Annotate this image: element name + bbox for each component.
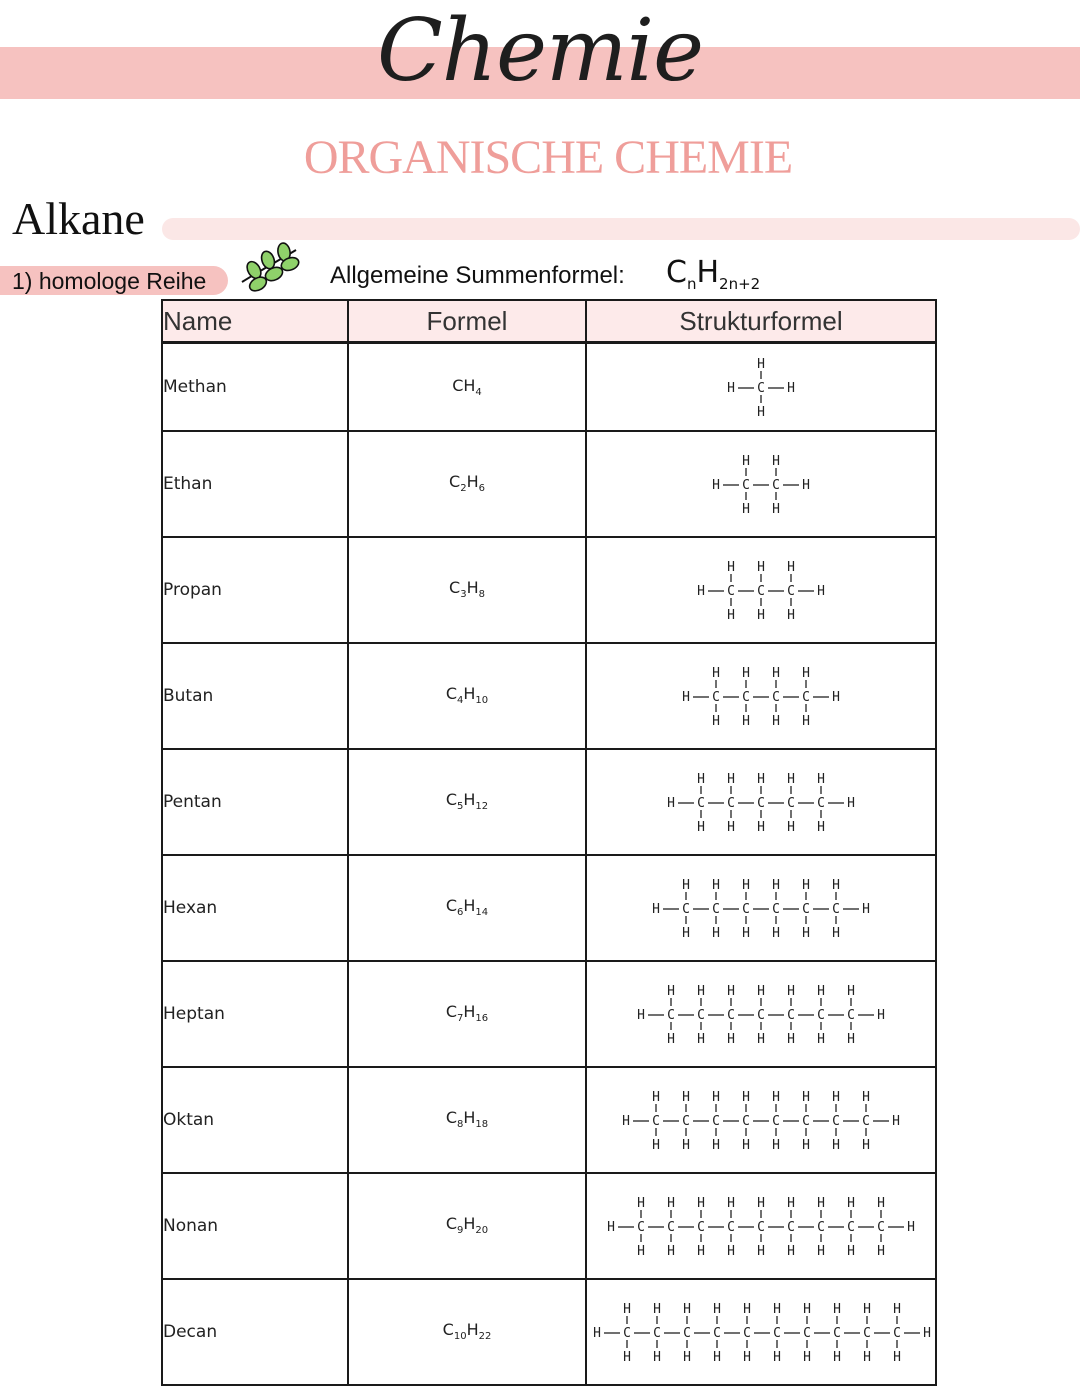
table-row: [162, 643, 936, 749]
structure-formula: [721, 354, 801, 420]
hydrogen-atom: H: [787, 559, 795, 575]
carbon-atom: C: [817, 1219, 825, 1235]
hydrogen-atom: H: [773, 1349, 781, 1365]
carbon-atom: C: [787, 583, 795, 599]
carbon-atom: C: [802, 901, 810, 917]
subsection-label: 1) homologe Reihe: [12, 268, 207, 294]
hydrogen-atom: H: [832, 925, 840, 941]
hydrogen-atom: H: [637, 1195, 645, 1211]
carbon-atom: C: [697, 1007, 705, 1023]
hydrogen-atom: H: [712, 1137, 720, 1153]
carbon-atom: C: [757, 795, 765, 811]
structure-cell: [586, 537, 936, 643]
hydrogen-atom: H: [877, 1007, 885, 1023]
formula-part: 9: [457, 1225, 464, 1237]
hydrogen-atom: H: [817, 583, 825, 599]
formula-part: C: [442, 1320, 454, 1340]
carbon-atom: C: [727, 1219, 735, 1235]
hydrogen-atom: H: [757, 771, 765, 787]
carbon-atom: C: [847, 1219, 855, 1235]
hydrogen-atom: H: [623, 1301, 631, 1317]
hydrogen-atom: H: [727, 1031, 735, 1047]
carbon-atom: C: [712, 901, 720, 917]
summenformel-label: Allgemeine Summenformel:: [330, 262, 625, 289]
hydrogen-atom: H: [607, 1219, 615, 1235]
formula-part: H: [463, 1108, 476, 1128]
carbon-atom: C: [682, 1113, 690, 1129]
hydrogen-atom: H: [667, 983, 675, 999]
formula-part: C: [445, 684, 458, 704]
hydrogen-atom: H: [802, 665, 810, 681]
hydrogen-atom: H: [697, 983, 705, 999]
molecular-formula: [348, 643, 586, 749]
hydrogen-atom: H: [727, 1243, 735, 1259]
hydrogen-atom: H: [833, 1349, 841, 1365]
formula-part: 18: [475, 1119, 489, 1131]
hydrogen-atom: H: [772, 1137, 780, 1153]
formula-part: 6: [457, 907, 464, 919]
hydrogen-atom: H: [787, 1031, 795, 1047]
molecular-formula: [348, 537, 586, 643]
hydrogen-atom: H: [757, 607, 765, 623]
formula-part: H: [466, 472, 479, 492]
hydrogen-atom: H: [727, 771, 735, 787]
formula-part: C: [445, 1002, 458, 1022]
hydrogen-atom: H: [833, 1301, 841, 1317]
header-strukturformel: Strukturformel: [586, 300, 936, 343]
header-formel: Formel: [348, 300, 586, 343]
hydrogen-atom: H: [862, 1089, 870, 1105]
hydrogen-atom: H: [742, 453, 750, 469]
hydrogen-atom: H: [652, 1137, 660, 1153]
hydrogen-atom: H: [712, 477, 720, 493]
hydrogen-atom: H: [757, 404, 765, 420]
formula-part: 3: [460, 589, 467, 601]
table-row: [162, 855, 936, 961]
hydrogen-atom: H: [697, 1031, 705, 1047]
formula-part: C: [449, 578, 461, 598]
table-row: [162, 1067, 936, 1173]
hydrogen-atom: H: [742, 713, 750, 729]
structure-cell: [586, 1067, 936, 1173]
hydrogen-atom: H: [757, 1243, 765, 1259]
hydrogen-atom: H: [697, 1195, 705, 1211]
hydrogen-atom: H: [787, 380, 795, 396]
hydrogen-atom: H: [832, 877, 840, 893]
carbon-atom: C: [832, 901, 840, 917]
formula-part: C: [452, 375, 464, 395]
hydrogen-atom: H: [652, 1089, 660, 1105]
alkane-name: Oktan: [162, 1067, 348, 1173]
alkane-name: Propan: [162, 537, 348, 643]
carbon-atom: C: [742, 689, 750, 705]
hydrogen-atom: H: [772, 453, 780, 469]
carbon-atom: C: [757, 1007, 765, 1023]
carbon-atom: C: [772, 689, 780, 705]
structure-cell: [586, 855, 936, 961]
hydrogen-atom: H: [862, 1137, 870, 1153]
hydrogen-atom: H: [787, 607, 795, 623]
hydrogen-atom: H: [727, 607, 735, 623]
carbon-atom: C: [713, 1325, 721, 1341]
hydrogen-atom: H: [847, 1031, 855, 1047]
carbon-atom: C: [667, 1219, 675, 1235]
formula-part: 20: [475, 1225, 489, 1237]
hydrogen-atom: H: [877, 1195, 885, 1211]
hydrogen-atom: H: [653, 1349, 661, 1365]
hydrogen-atom: H: [787, 1243, 795, 1259]
hydrogen-atom: H: [743, 1301, 751, 1317]
hydrogen-atom: H: [802, 877, 810, 893]
formula-part: 6: [478, 483, 485, 495]
page-title: Chemie: [376, 1, 704, 101]
hydrogen-atom: H: [653, 1301, 661, 1317]
hydrogen-atom: H: [863, 1301, 871, 1317]
hydrogen-atom: H: [802, 477, 810, 493]
hydrogen-atom: H: [757, 559, 765, 575]
formula-part: C: [445, 1214, 458, 1234]
carbon-atom: C: [743, 1325, 751, 1341]
formula-part: C: [445, 790, 458, 810]
hydrogen-atom: H: [667, 795, 675, 811]
carbon-atom: C: [742, 477, 750, 493]
carbon-atom: C: [697, 1219, 705, 1235]
molecular-formula: [348, 431, 586, 537]
carbon-atom: C: [862, 1113, 870, 1129]
formula-part: 22: [478, 1331, 492, 1343]
structure-cell: [586, 431, 936, 537]
hydrogen-atom: H: [682, 689, 690, 705]
carbon-atom: C: [817, 1007, 825, 1023]
carbon-atom: C: [773, 1325, 781, 1341]
carbon-atom: C: [727, 795, 735, 811]
hydrogen-atom: H: [637, 1007, 645, 1023]
alkane-name: Hexan: [162, 855, 348, 961]
molecular-formula: [348, 961, 586, 1067]
formula-part: H: [466, 578, 479, 598]
formula-part: H: [466, 1320, 479, 1340]
hydrogen-atom: H: [847, 1195, 855, 1211]
carbon-atom: C: [697, 795, 705, 811]
molecular-formula: [348, 1173, 586, 1279]
alkane-name: Nonan: [162, 1173, 348, 1279]
hydrogen-atom: H: [817, 1195, 825, 1211]
hydrogen-atom: H: [817, 1243, 825, 1259]
formula-part: H: [463, 896, 476, 916]
carbon-atom: C: [802, 689, 810, 705]
table-row: [162, 343, 936, 431]
carbon-atom: C: [757, 583, 765, 599]
hydrogen-atom: H: [757, 819, 765, 835]
carbon-atom: C: [772, 1113, 780, 1129]
hydrogen-atom: H: [712, 877, 720, 893]
carbon-atom: C: [727, 583, 735, 599]
carbon-atom: C: [712, 1113, 720, 1129]
hydrogen-atom: H: [802, 1137, 810, 1153]
carbon-atom: C: [803, 1325, 811, 1341]
hydrogen-atom: H: [713, 1301, 721, 1317]
carbon-atom: C: [833, 1325, 841, 1341]
hydrogen-atom: H: [757, 983, 765, 999]
carbon-atom: C: [787, 795, 795, 811]
hydrogen-atom: H: [667, 1031, 675, 1047]
carbon-atom: C: [893, 1325, 901, 1341]
hydrogen-atom: H: [847, 983, 855, 999]
carbon-atom: C: [772, 477, 780, 493]
structure-formula: [676, 663, 846, 729]
carbon-atom: C: [832, 1113, 840, 1129]
carbon-atom: C: [757, 380, 765, 396]
carbon-atom: C: [742, 901, 750, 917]
molecular-formula: [348, 1067, 586, 1173]
formula-part: H: [463, 1002, 476, 1022]
structure-cell: [586, 1279, 936, 1385]
hydrogen-atom: H: [742, 665, 750, 681]
formula-part: 12: [475, 801, 489, 813]
formula-part: 8: [457, 1119, 464, 1131]
alkane-table: [161, 299, 937, 1386]
hydrogen-atom: H: [832, 1137, 840, 1153]
hydrogen-atom: H: [742, 877, 750, 893]
hydrogen-atom: H: [923, 1325, 931, 1341]
table-row: [162, 961, 936, 1067]
table-row: [162, 749, 936, 855]
hydrogen-atom: H: [802, 713, 810, 729]
structure-cell: [586, 1173, 936, 1279]
hydrogen-atom: H: [712, 1089, 720, 1105]
hydrogen-atom: H: [772, 877, 780, 893]
hydrogen-atom: H: [787, 1195, 795, 1211]
hydrogen-atom: H: [727, 1195, 735, 1211]
hydrogen-atom: H: [637, 1243, 645, 1259]
carbon-atom: C: [817, 795, 825, 811]
hydrogen-atom: H: [697, 819, 705, 835]
header-name: Name: [162, 300, 348, 343]
carbon-atom: C: [847, 1007, 855, 1023]
structure-cell: [586, 961, 936, 1067]
hydrogen-atom: H: [893, 1349, 901, 1365]
hydrogen-atom: H: [757, 356, 765, 372]
hydrogen-atom: H: [832, 689, 840, 705]
hydrogen-atom: H: [802, 925, 810, 941]
leaf-sprig-icon: [238, 242, 300, 292]
formula-part: 2: [460, 483, 467, 495]
carbon-atom: C: [712, 689, 720, 705]
hydrogen-atom: H: [713, 1349, 721, 1365]
hydrogen-atom: H: [863, 1349, 871, 1365]
formula-part: 14: [475, 907, 489, 919]
alkane-name: Butan: [162, 643, 348, 749]
table-row: [162, 537, 936, 643]
molecular-formula: [348, 855, 586, 961]
structure-formula: [587, 1299, 937, 1365]
hydrogen-atom: H: [907, 1219, 915, 1235]
formula-part: C: [445, 1108, 458, 1128]
hydrogen-atom: H: [727, 380, 735, 396]
carbon-atom: C: [683, 1325, 691, 1341]
hydrogen-atom: H: [697, 1243, 705, 1259]
hydrogen-atom: H: [682, 925, 690, 941]
hydrogen-atom: H: [727, 983, 735, 999]
hydrogen-atom: H: [803, 1349, 811, 1365]
hydrogen-atom: H: [742, 925, 750, 941]
section-band: [162, 218, 1080, 240]
hydrogen-atom: H: [712, 665, 720, 681]
hydrogen-atom: H: [787, 771, 795, 787]
page-subtitle: ORGANISCHE CHEMIE: [303, 131, 793, 184]
hydrogen-atom: H: [772, 501, 780, 517]
hydrogen-atom: H: [817, 1031, 825, 1047]
formula-part: H: [463, 375, 476, 395]
hydrogen-atom: H: [683, 1349, 691, 1365]
hydrogen-atom: H: [682, 877, 690, 893]
hydrogen-atom: H: [787, 819, 795, 835]
hydrogen-atom: H: [772, 1089, 780, 1105]
formula-part: 8: [478, 589, 485, 601]
table-row: [162, 1279, 936, 1385]
hydrogen-atom: H: [667, 1195, 675, 1211]
carbon-atom: C: [652, 1113, 660, 1129]
hydrogen-atom: H: [743, 1349, 751, 1365]
hydrogen-atom: H: [697, 583, 705, 599]
hydrogen-atom: H: [847, 1243, 855, 1259]
formula-part: 16: [475, 1013, 489, 1025]
formula-part: 4: [475, 386, 482, 398]
section-title: Alkane: [12, 193, 145, 244]
structure-formula: [646, 875, 876, 941]
hydrogen-atom: H: [772, 925, 780, 941]
hydrogen-atom: H: [652, 901, 660, 917]
structure-formula: [661, 769, 861, 835]
summenformel-value: $C_nH_{2n+2}$: [666, 255, 761, 293]
hydrogen-atom: H: [667, 1243, 675, 1259]
carbon-atom: C: [877, 1219, 885, 1235]
formula-part: H: [463, 790, 476, 810]
structure-formula: [616, 1087, 906, 1153]
hydrogen-atom: H: [817, 771, 825, 787]
alkane-name: Heptan: [162, 961, 348, 1067]
structure-cell: [586, 643, 936, 749]
table-row: [162, 1173, 936, 1279]
carbon-atom: C: [623, 1325, 631, 1341]
hydrogen-atom: H: [817, 983, 825, 999]
hydrogen-atom: H: [772, 665, 780, 681]
hydrogen-atom: H: [712, 925, 720, 941]
carbon-atom: C: [802, 1113, 810, 1129]
hydrogen-atom: H: [727, 559, 735, 575]
molecular-formula: [348, 749, 586, 855]
hydrogen-atom: H: [682, 1137, 690, 1153]
carbon-atom: C: [727, 1007, 735, 1023]
hydrogen-atom: H: [742, 501, 750, 517]
molecular-formula: [348, 343, 586, 431]
hydrogen-atom: H: [593, 1325, 601, 1341]
hydrogen-atom: H: [712, 713, 720, 729]
hydrogen-atom: H: [787, 983, 795, 999]
hydrogen-atom: H: [757, 1195, 765, 1211]
hydrogen-atom: H: [622, 1113, 630, 1129]
structure-formula: [601, 1193, 921, 1259]
table-body: [162, 343, 936, 1385]
hydrogen-atom: H: [773, 1301, 781, 1317]
formula-part: 7: [457, 1013, 464, 1025]
formula-part: 10: [475, 695, 489, 707]
carbon-atom: C: [667, 1007, 675, 1023]
hydrogen-atom: H: [877, 1243, 885, 1259]
carbon-atom: C: [772, 901, 780, 917]
carbon-atom: C: [863, 1325, 871, 1341]
formula-part: 4: [457, 695, 464, 707]
hydrogen-atom: H: [682, 1089, 690, 1105]
hydrogen-atom: H: [803, 1301, 811, 1317]
hydrogen-atom: H: [623, 1349, 631, 1365]
carbon-atom: C: [637, 1219, 645, 1235]
formula-part: C: [445, 896, 458, 916]
carbon-atom: C: [682, 901, 690, 917]
alkane-name: Decan: [162, 1279, 348, 1385]
structure-cell: [586, 343, 936, 431]
hydrogen-atom: H: [862, 901, 870, 917]
hydrogen-atom: H: [697, 771, 705, 787]
hydrogen-atom: H: [893, 1301, 901, 1317]
formula-part: C: [449, 472, 461, 492]
alkane-name: Ethan: [162, 431, 348, 537]
carbon-atom: C: [757, 1219, 765, 1235]
hydrogen-atom: H: [742, 1089, 750, 1105]
formula-part: 5: [457, 801, 464, 813]
hydrogen-atom: H: [772, 713, 780, 729]
alkane-name: Pentan: [162, 749, 348, 855]
hydrogen-atom: H: [802, 1089, 810, 1105]
hydrogen-atom: H: [727, 819, 735, 835]
hydrogen-atom: H: [847, 795, 855, 811]
formula-part: H: [463, 1214, 476, 1234]
hydrogen-atom: H: [832, 1089, 840, 1105]
hydrogen-atom: H: [683, 1301, 691, 1317]
structure-formula: [631, 981, 891, 1047]
formula-part: H: [463, 684, 476, 704]
hydrogen-atom: H: [757, 1031, 765, 1047]
formula-part: 10: [453, 1331, 467, 1343]
carbon-atom: C: [742, 1113, 750, 1129]
carbon-atom: C: [787, 1007, 795, 1023]
structure-formula: [691, 557, 831, 623]
hydrogen-atom: H: [892, 1113, 900, 1129]
table-row: [162, 431, 936, 537]
carbon-atom: C: [787, 1219, 795, 1235]
hydrogen-atom: H: [742, 1137, 750, 1153]
structure-cell: [586, 749, 936, 855]
molecular-formula: [348, 1279, 586, 1385]
alkane-name: Methan: [162, 343, 348, 431]
hydrogen-atom: H: [817, 819, 825, 835]
carbon-atom: C: [653, 1325, 661, 1341]
structure-formula: [706, 451, 816, 517]
table-header-row: [162, 300, 936, 343]
